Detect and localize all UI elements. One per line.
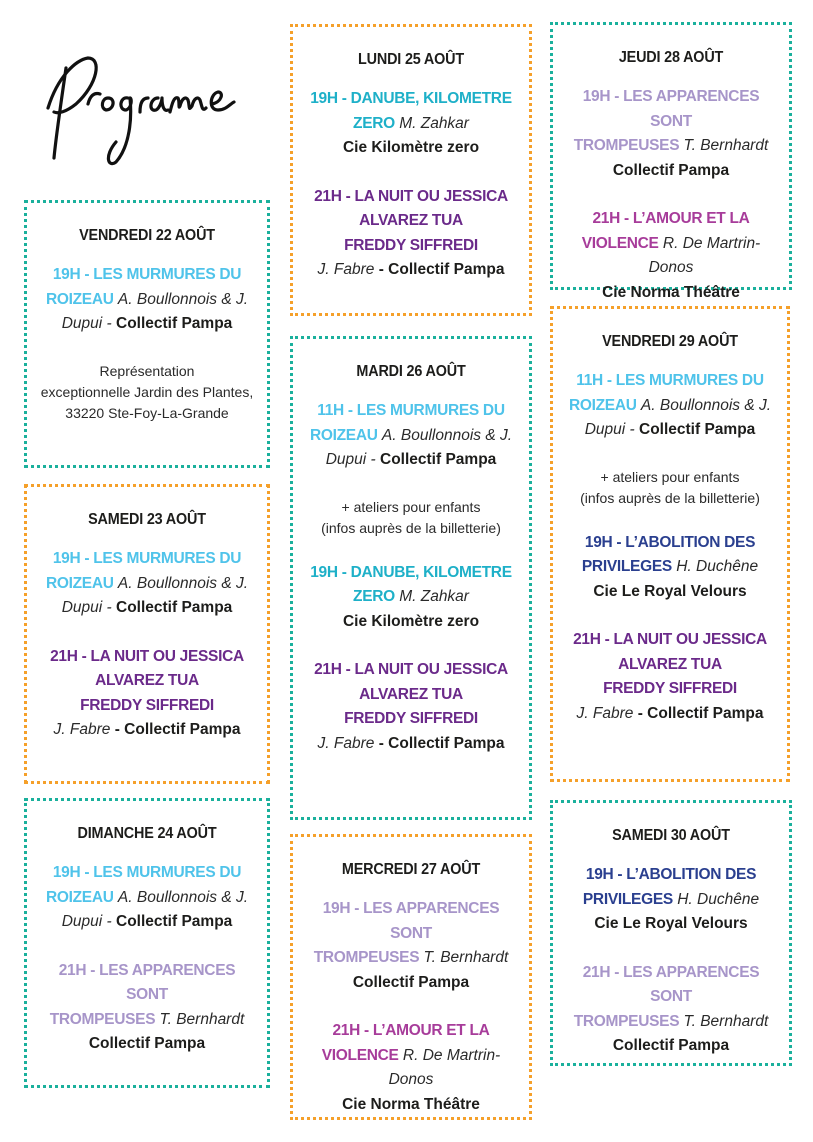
show-company: Cie Kilomètre zero <box>342 139 480 156</box>
show-title-cont: TROMPEUSES <box>313 949 420 966</box>
show-title-cont: TROMPEUSES <box>573 1012 680 1030</box>
show-title-cont: PRIVILEGES <box>582 890 673 908</box>
day-box-mon25 <box>290 24 532 316</box>
note-line: (infos auprès de la billetterie) <box>580 489 760 506</box>
show-entry <box>563 628 777 726</box>
show-title: 21H - LA NUIT OU JESSICA <box>314 661 508 678</box>
show-author: T. Bernhardt <box>159 1010 245 1028</box>
show-title-cont: TROMPEUSES <box>573 137 680 154</box>
day-box-fri29 <box>550 306 790 782</box>
day-box-fri22 <box>24 200 270 468</box>
show-entry <box>563 85 779 183</box>
show-author: M. Zahkar <box>399 588 469 605</box>
show-entry <box>563 207 779 305</box>
day-heading: MARDI 26 AOÛT <box>356 363 466 380</box>
show-entry <box>37 547 257 621</box>
note-line: + ateliers pour enfants <box>341 498 481 515</box>
show-title: 21H - LA NUIT OU JESSICA <box>314 187 508 205</box>
day-box-tue26 <box>290 336 532 820</box>
show-entry <box>563 863 779 937</box>
workshop-note <box>563 467 777 509</box>
show-entry <box>37 263 257 337</box>
show-entry <box>303 399 519 473</box>
show-title: 11H - LES MURMURES DU <box>317 402 505 419</box>
show-company: Collectif Pampa <box>116 913 233 930</box>
show-title: 19H - LES MURMURES DU <box>52 864 242 881</box>
show-entry <box>303 185 519 283</box>
note-line: + ateliers pour enfants <box>600 468 740 485</box>
show-author: R. De Martrin-Donos <box>648 234 761 276</box>
show-title-cont: VIOLENCE <box>581 234 659 252</box>
show-title-cont: ALVAREZ TUA <box>359 212 463 229</box>
show-entry <box>303 1019 519 1117</box>
note-line: (infos auprès de la billetterie) <box>321 519 501 536</box>
show-title: 11H - LES MURMURES DU <box>576 372 764 389</box>
show-title: 19H - DANUBE, KILOMETRE <box>310 563 512 581</box>
show-entry <box>303 897 519 995</box>
show-title: 19H - LES APPARENCES SONT <box>582 88 760 130</box>
programme-title <box>36 46 246 176</box>
show-entry <box>37 861 257 935</box>
day-heading: VENDREDI 29 AOÛT <box>602 333 738 350</box>
show-company: Collectif Pampa <box>639 421 756 438</box>
day-heading: DIMANCHE 24 AOÛT <box>77 825 217 842</box>
show-title-cont: VIOLENCE <box>321 1046 399 1064</box>
day-box-sat30 <box>550 800 792 1066</box>
show-title-cont: FREDDY SIFFREDI <box>603 680 737 697</box>
show-author: H. Duchêne <box>677 890 760 908</box>
show-title: 21H - LES APPARENCES SONT <box>582 963 760 1005</box>
show-author: T. Bernhardt <box>423 949 509 966</box>
show-company: Collectif Pampa <box>116 315 233 332</box>
workshop-note <box>303 497 519 539</box>
show-author-cont: Dupui - <box>61 913 112 930</box>
show-company: Cie Kilomètre zero <box>342 612 480 630</box>
show-author: T. Bernhardt <box>683 137 769 154</box>
show-entry <box>303 658 519 756</box>
show-entry <box>303 87 519 161</box>
show-author: A. Boullonnois & J. <box>381 426 513 444</box>
show-author: J. Fabre <box>317 261 375 278</box>
show-author: A. Boullonnois & J. <box>117 290 249 308</box>
show-title: 21H - LA NUIT OU JESSICA <box>573 631 767 648</box>
show-title: 19H - L’ABOLITION DES <box>584 533 756 551</box>
show-company: Collectif Pampa <box>612 161 730 179</box>
day-box-sun24 <box>24 798 270 1088</box>
show-author-cont: Dupui - <box>584 421 635 438</box>
show-title-cont: ROIZEAU <box>568 396 637 414</box>
show-author: A. Boullonnois & J. <box>117 888 249 906</box>
show-author: T. Bernhardt <box>683 1012 769 1030</box>
show-author-cont: Dupui - <box>325 451 376 468</box>
show-entry <box>563 961 779 1059</box>
show-company: Cie Norma Théâtre <box>342 1095 480 1113</box>
show-title: 21H - L’AMOUR ET LA <box>332 1022 490 1039</box>
venue-note <box>37 361 257 424</box>
show-company: Cie Le Royal Velours <box>593 582 747 600</box>
show-title-cont: ALVAREZ TUA <box>618 655 722 673</box>
show-author: M. Zahkar <box>399 114 469 132</box>
show-author: J. Fabre <box>317 734 375 752</box>
show-company: Collectif Pampa <box>612 1037 730 1054</box>
show-title-cont: ROIZEAU <box>45 574 114 592</box>
day-heading: SAMEDI 23 AOÛT <box>88 511 206 528</box>
show-company: - Collectif Pampa <box>637 704 764 722</box>
show-author: H. Duchêne <box>676 558 759 575</box>
show-entry <box>563 369 777 443</box>
note-line: 33220 Ste-Foy-La-Grande <box>65 404 229 421</box>
show-author-cont: Dupui - <box>61 599 112 616</box>
show-title-cont: ZERO <box>353 114 395 132</box>
show-title-cont: FREDDY SIFFREDI <box>344 236 478 254</box>
show-title: 21H - L’AMOUR ET LA <box>592 210 750 227</box>
show-title-cont: TROMPEUSES <box>49 1010 156 1028</box>
day-heading: SAMEDI 30 AOÛT <box>612 827 730 844</box>
day-box-sat23 <box>24 484 270 784</box>
show-author: A. Boullonnois & J. <box>640 396 772 414</box>
day-heading: JEUDI 28 AOÛT <box>618 49 724 66</box>
note-line: Représentation <box>99 362 195 379</box>
show-company: Collectif Pampa <box>352 973 470 991</box>
show-author: R. De Martrin-Donos <box>388 1046 501 1088</box>
show-company: Collectif Pampa <box>88 1035 206 1052</box>
show-title-cont: PRIVILEGES <box>581 558 672 575</box>
show-title-cont: ALVAREZ TUA <box>359 685 463 703</box>
show-title: 21H - LES APPARENCES SONT <box>58 961 236 1003</box>
show-company: - Collectif Pampa <box>378 261 505 278</box>
show-author: J. Fabre <box>53 721 111 738</box>
show-company: Cie Norma Théâtre <box>602 283 740 301</box>
day-heading: LUNDI 25 AOÛT <box>358 51 464 68</box>
programme-script-logo <box>36 46 246 176</box>
show-title: 19H - LES APPARENCES SONT <box>322 900 500 942</box>
show-title-cont: ROIZEAU <box>45 290 114 308</box>
show-title-cont: ALVAREZ TUA <box>95 672 199 689</box>
day-heading: MERCREDI 27 AOÛT <box>341 861 481 878</box>
show-author: J. Fabre <box>576 704 634 722</box>
day-box-wed27 <box>290 834 532 1120</box>
show-title: 19H - LES MURMURES DU <box>52 550 242 567</box>
show-title-cont: FREDDY SIFFREDI <box>344 710 478 727</box>
day-box-thu28 <box>550 22 792 301</box>
show-title: 19H - LES MURMURES DU <box>52 266 242 283</box>
show-title: 19H - L’ABOLITION DES <box>585 866 757 883</box>
show-author-cont: Dupui - <box>61 315 112 332</box>
show-company: - Collectif Pampa <box>378 734 505 752</box>
show-entry <box>303 561 519 635</box>
note-line: exceptionnelle Jardin des Plantes, <box>40 383 254 400</box>
show-title-cont: FREDDY SIFFREDI <box>80 696 214 714</box>
show-title: 19H - DANUBE, KILOMETRE <box>310 90 512 107</box>
show-entry <box>37 645 257 743</box>
show-company: Cie Le Royal Velours <box>594 915 748 932</box>
show-title-cont: ZERO <box>353 588 395 605</box>
show-entry <box>563 531 777 605</box>
show-company: - Collectif Pampa <box>114 721 241 738</box>
show-title-cont: ROIZEAU <box>309 426 378 444</box>
show-title-cont: ROIZEAU <box>45 888 114 906</box>
show-title: 21H - LA NUIT OU JESSICA <box>50 647 244 665</box>
show-company: Collectif Pampa <box>116 599 233 616</box>
show-company: Collectif Pampa <box>380 451 497 468</box>
show-author: A. Boullonnois & J. <box>117 574 249 592</box>
day-heading: VENDREDI 22 AOÛT <box>79 227 215 244</box>
show-entry <box>37 959 257 1057</box>
